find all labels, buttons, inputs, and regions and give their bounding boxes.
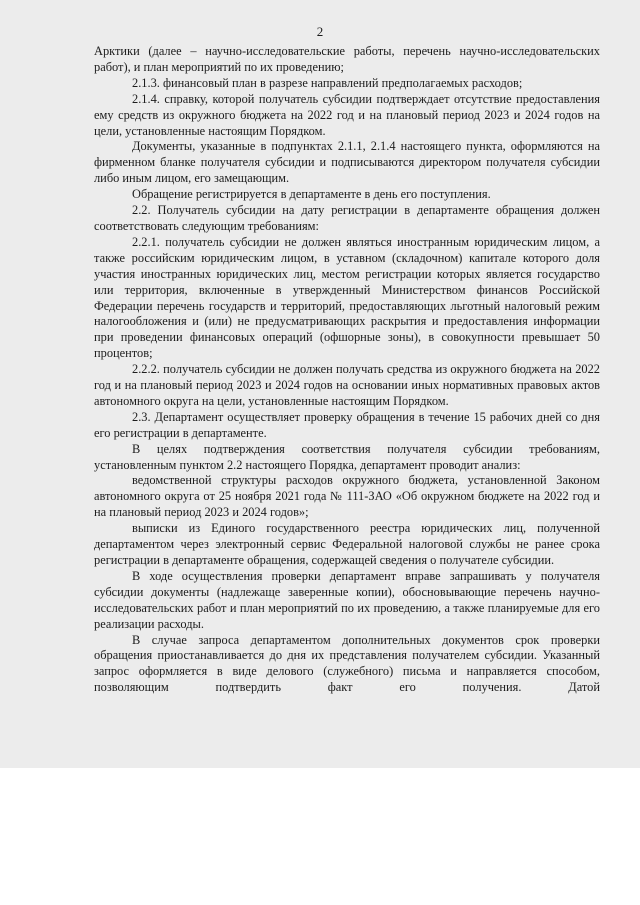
paragraph: В ходе осуществления проверки департамент вправе запрашивать у получателя субсидии документы (надлежаще заверенные копии), обосновывающие перечень научно-исследовательских работ и план мероприятий по их проведению, а также планируемые для его реализации расходы.: [94, 568, 600, 631]
document-body: [94, 44, 600, 696]
paragraph: 2.1.4. справку, которой получатель субсидии подтверждает отсутствие предоставления ему средств из окружного бюджета на 2022 год и на плановый период 2023 и 2024 годов на цели, установленные настоящим Порядком.: [94, 91, 600, 138]
paragraph: 2.3. Департамент осуществляет проверку обращения в течение 15 рабочих дней со дня его регистрации в департаменте.: [94, 409, 600, 440]
paragraph: Документы, указанные в подпунктах 2.1.1, 2.1.4 настоящего пункта, оформляются на фирменном бланке получателя субсидии и подписываются директором получателя субсидии либо иным лицом, его замещающим.: [94, 139, 600, 186]
blank-area: [0, 768, 640, 905]
paragraph: ведомственной структуры расходов окружного бюджета, установленной Законом автономного округа от 25 ноября 2021 года № 111-ЗАО «Об окружном бюджете на 2022 год и на плановый период 2023 и 2024 годов»;: [94, 473, 600, 520]
paragraph: В целях подтверждения соответствия получателя субсидии требованиям, установленным пунктом 2.2 настоящего Порядка, департамент проводит анализ:: [94, 441, 600, 472]
page-number: 2: [316, 24, 324, 39]
paragraph: выписки из Единого государственного реестра юридических лиц, полученной департаментом через электронный сервис Федеральной налоговой службы не ранее срока регистрации в департаменте обращения, содержащей сведения о получателе субсидии.: [94, 521, 600, 567]
paragraph: Арктики (далее – научно-исследовательские работы, перечень научно-исследовательских работ), и план мероприятий по их проведению;: [94, 44, 600, 74]
paragraph: 2.1.3. финансовый план в разрезе направлений предполагаемых расходов;: [132, 75, 523, 90]
paragraph: 2.2. Получатель субсидии на дату регистрации в департаменте обращения должен соответствовать следующим требованиям:: [94, 203, 600, 233]
paragraph: 2.2.2. получатель субсидии не должен получать средства из окружного бюджета на 2022 год и на плановый период 2023 и 2024 годов на основании иных нормативных правовых актов автономного округа на цели, установленные настоящим Порядком.: [94, 362, 600, 408]
paragraph: В случае запроса департаментом дополнительных документов срок проверки обращения приостанавливается до дня их представления получателем субсидии. Указанный запрос оформляется в виде делового (служебного) письма и направляется способом, позволяющим подтвердить факт его получения. Датой: [94, 632, 600, 695]
paragraph: Обращение регистрируется в департаменте в день его поступления.: [132, 187, 491, 202]
paragraph: 2.2.1. получатель субсидии не должен являться иностранным юридическим лицом, а также российским юридическим лицом, в уставном (складочном) капитале которого доля участия иностранных юридических лиц, местом регистрации которых является государство или территория, включенные в утвержденный Министерством финансов Российской Федерации перечень государств и территорий, предоставляющих льготный налоговый режим налогообложения и (или) не предусматривающих раскрытия и предоставления информации при проведении финансовых операций (офшорные зоны), в совокупности превышает 50 процентов;: [94, 234, 600, 361]
